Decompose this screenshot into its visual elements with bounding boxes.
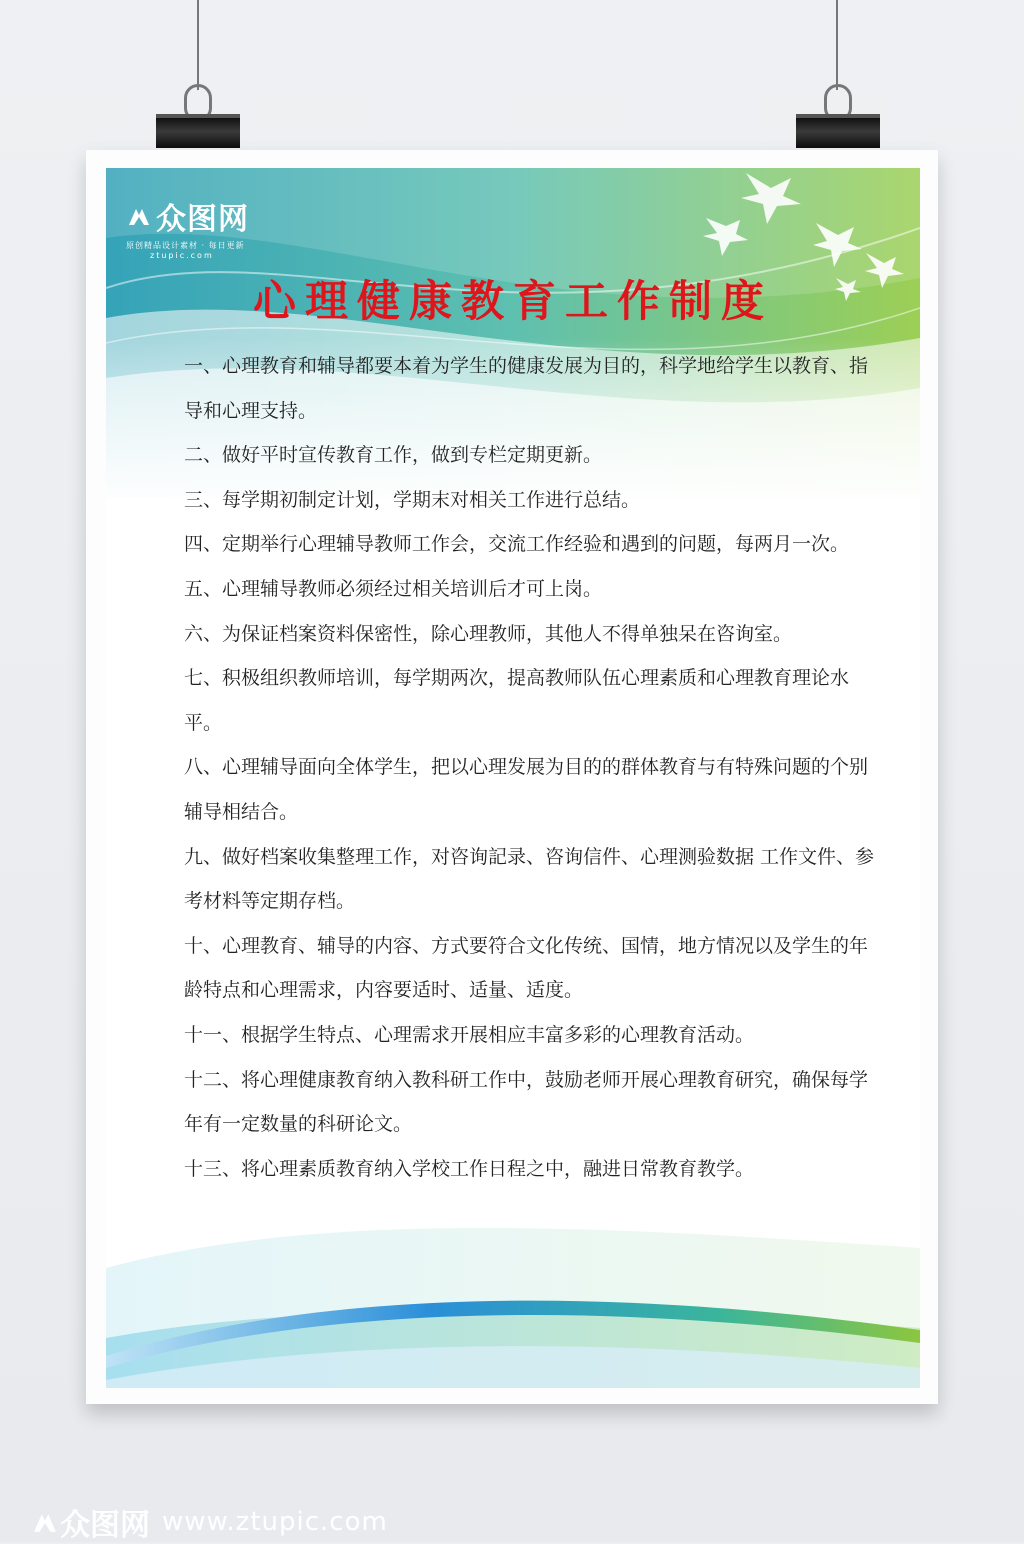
logo — [126, 194, 249, 260]
rule-item-6: 六、为保证档案资料保密性，除心理教师，其他人不得单独呆在咨询室。 — [184, 622, 793, 645]
watermark-url: www.ztupic.com — [162, 1507, 388, 1537]
rule-item-10: 十、心理教育、辅导的内容、方式要符合文化传统、国情，地方情况以及学生的年龄特点和心理需求，内容要适时、适量、适度。 — [184, 934, 869, 1002]
watermark-brand-text: 众图网 — [60, 1508, 150, 1543]
poster-title: 心理健康教育工作制度 — [253, 277, 773, 327]
rule-item-13: 十三、将心理素质教育纳入学校工作日程之中，融进日常教育教学。 — [184, 1157, 755, 1180]
logo-mark-icon — [126, 205, 152, 227]
rule-item-8: 八、心理辅导面向全体学生，把以心理发展为目的的群体教育与有特殊问题的个别辅导相结合。 — [184, 756, 869, 823]
rule-item-2: 二、做好平时宣传教育工作，做到专栏定期更新。 — [184, 444, 603, 467]
logo-tagline: 原创精品设计素材 · 每日更新 — [126, 241, 245, 250]
rule-item-7: 七、积极组织教师培训，每学期两次，提高教师队伍心理素质和心理教育理论水平。 — [184, 667, 850, 734]
watermark-logo-icon — [30, 1510, 60, 1534]
rule-item-3: 三、每学期初制定计划，学期末对相关工作进行总结。 — [184, 488, 641, 511]
logo-url: ztupic.com — [150, 251, 214, 260]
poster — [106, 168, 920, 1388]
logo-brand-text: 众图网 — [156, 202, 249, 237]
rule-item-9: 九、做好档案收集整理工作，对咨询記录、咨询信件、心理测验数据 工作文件、参考材料等定期存档。 — [184, 845, 875, 913]
rule-item-12: 十二、将心理健康教育纳入教科研工作中，鼓励老师开展心理教育研究，确保每学年有一定数量的科研论文。 — [184, 1068, 869, 1136]
rules-list — [184, 344, 884, 1191]
watermark — [30, 1500, 388, 1544]
rule-item-5: 五、心理辅导教师必须经过相关培训后才可上岗。 — [184, 577, 603, 600]
rule-item-1: 一、心理教育和辅导都要本着为学生的健康发展为目的，科学地给学生以教育、指导和心理支持。 — [184, 355, 869, 422]
hanging-wire-right — [836, 0, 838, 90]
hanging-wire-left — [197, 0, 199, 90]
rule-item-4: 四、定期举行心理辅导教师工作会，交流工作经验和遇到的问题，每两月一次。 — [184, 533, 850, 556]
rule-item-11: 十一、根据学生特点、心理需求开展相应丰富多彩的心理教育活动。 — [184, 1023, 755, 1046]
